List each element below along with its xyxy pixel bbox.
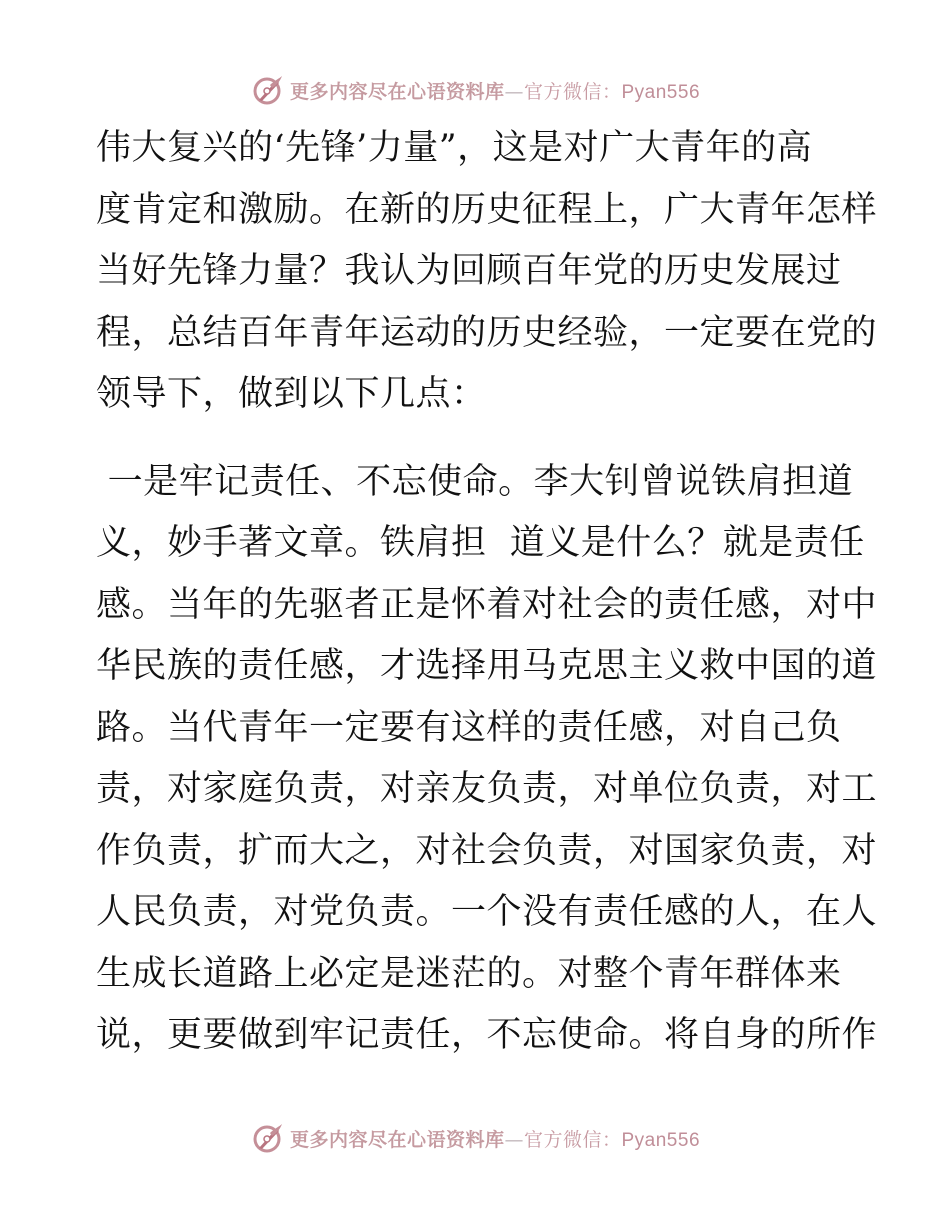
text-line: 伟大复兴的‘先锋’力量”，这是对广大青年的高 (96, 128, 813, 168)
watermark-wechat-id: Pyan556 (621, 81, 701, 103)
document-body (96, 118, 878, 1067)
text-line: 华民族的责任感，才选择用马克思主义救中国的道 (96, 646, 878, 686)
text-line: 说，更要做到牢记责任，不忘使命。将自身的所作 (96, 1015, 878, 1055)
watermark-wechat-id: Pyan556 (621, 1129, 701, 1151)
text-line: 义，妙手著文章。铁肩担 道义是什么？就是责任 (96, 523, 865, 563)
text-line: 路。当代青年一定要有这样的责任感，对自己负 (96, 707, 842, 748)
text-line: 作负责，扩而大之，对社会负责，对国家负责，对 (96, 830, 878, 871)
header-watermark (0, 70, 950, 110)
text-line: 当好先锋力量？我认为回顾百年党的历史发展过 (96, 251, 842, 291)
watermark-text (290, 1125, 700, 1152)
watermark-text (290, 77, 700, 104)
text-line: 生成长道路上必定是迷茫的。对整个青年群体来 (96, 953, 842, 994)
text-line: 一是牢记责任、不忘使命。李大钊曾说铁肩担道 (96, 461, 854, 502)
watermark-separator: — (504, 80, 524, 103)
quill-circle-icon (250, 73, 284, 107)
text-line: 领导下，做到以下几点： (96, 374, 487, 414)
text-line: 程，总结百年青年运动的历史经验，一定要在党的 (96, 312, 878, 353)
paragraph-2 (96, 452, 878, 1067)
text-line: 人民负责，对党负责。一个没有责任感的人，在人 (96, 892, 878, 932)
watermark-separator: — (504, 1128, 524, 1151)
watermark-main: 更多内容尽在心语资料库 (289, 80, 505, 103)
text-line: 感。当年的先驱者正是怀着对社会的责任感，对中 (96, 584, 878, 625)
watermark-main: 更多内容尽在心语资料库 (289, 1128, 505, 1151)
text-line: 度肯定和激励。在新的历史征程上，广大青年怎样 (96, 189, 878, 230)
quill-circle-icon (250, 1121, 284, 1155)
paragraph-1 (96, 118, 878, 426)
footer-watermark (0, 1118, 950, 1158)
text-line: 责，对家庭负责，对亲友负责，对单位负责，对工 (96, 769, 878, 809)
watermark-wechat-label: 官方微信： (523, 80, 622, 103)
watermark-wechat-label: 官方微信： (523, 1128, 622, 1151)
